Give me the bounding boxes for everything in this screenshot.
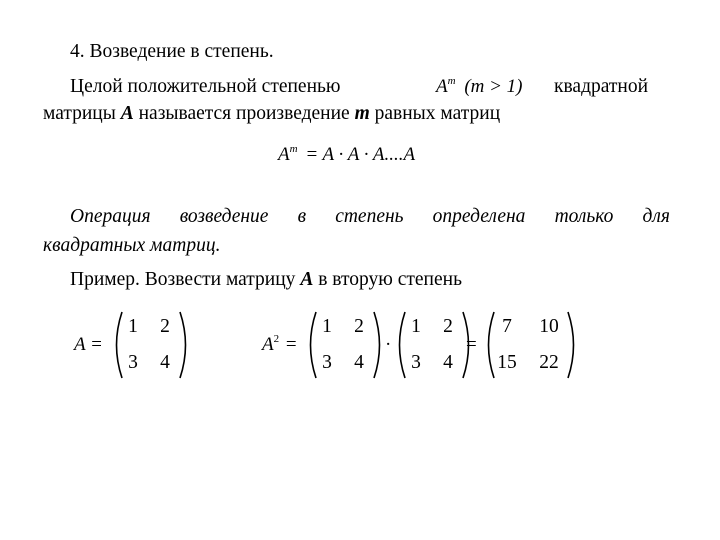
- matrix-cell: 7: [502, 316, 512, 337]
- matrix-cell: 1: [411, 316, 421, 337]
- matrix-cell: 22: [539, 352, 559, 373]
- right-paren: [178, 310, 192, 380]
- matrix-factor-1: [304, 310, 384, 382]
- matrix-cell: 1: [128, 316, 138, 337]
- matrix-a-label: A =: [74, 334, 103, 355]
- right-paren: [566, 310, 580, 380]
- matrix-cell: 2: [443, 316, 453, 337]
- matrix-cell: 1: [322, 316, 332, 337]
- matrix-cell: 3: [322, 352, 332, 373]
- equals-sign: =: [466, 334, 477, 355]
- definition-lead: Целой положительной степенью: [70, 76, 341, 97]
- note-line-1: Операция возведение в степень определена только для: [70, 206, 670, 227]
- matrix-cell: 4: [160, 352, 170, 373]
- matrix-cell: 3: [411, 352, 421, 373]
- example-text: Пример. Возвести матрицу A в вторую степень: [70, 269, 462, 290]
- matrix-result: [482, 310, 578, 382]
- right-paren: [372, 310, 386, 380]
- matrix-a: [110, 310, 190, 382]
- matrix-cell: 4: [354, 352, 364, 373]
- matrix-cell: 3: [128, 352, 138, 373]
- matrix-cell: 2: [160, 316, 170, 337]
- matrix-cell: 4: [443, 352, 453, 373]
- definition-formula: $A^m$ (m > 1): [436, 74, 523, 97]
- matrix-cell: 10: [539, 316, 559, 337]
- definition-trail: квадратной: [554, 76, 649, 97]
- note-line-2: квадратных матриц.: [43, 235, 221, 256]
- definition-line-2: матрицы A называется произведение m равных матриц: [43, 103, 501, 124]
- matrix-cell: 2: [354, 316, 364, 337]
- matrix-factor-2: [393, 310, 473, 382]
- power-product-formula: $A^m = A \cdot A \cdot A....A$: [278, 142, 416, 165]
- multiply-dot: ·: [385, 334, 392, 355]
- matrix-square-label: $A^2$ =: [262, 332, 297, 355]
- matrix-cell: 15: [497, 352, 517, 373]
- section-heading: 4. Возведение в степень.: [70, 41, 274, 62]
